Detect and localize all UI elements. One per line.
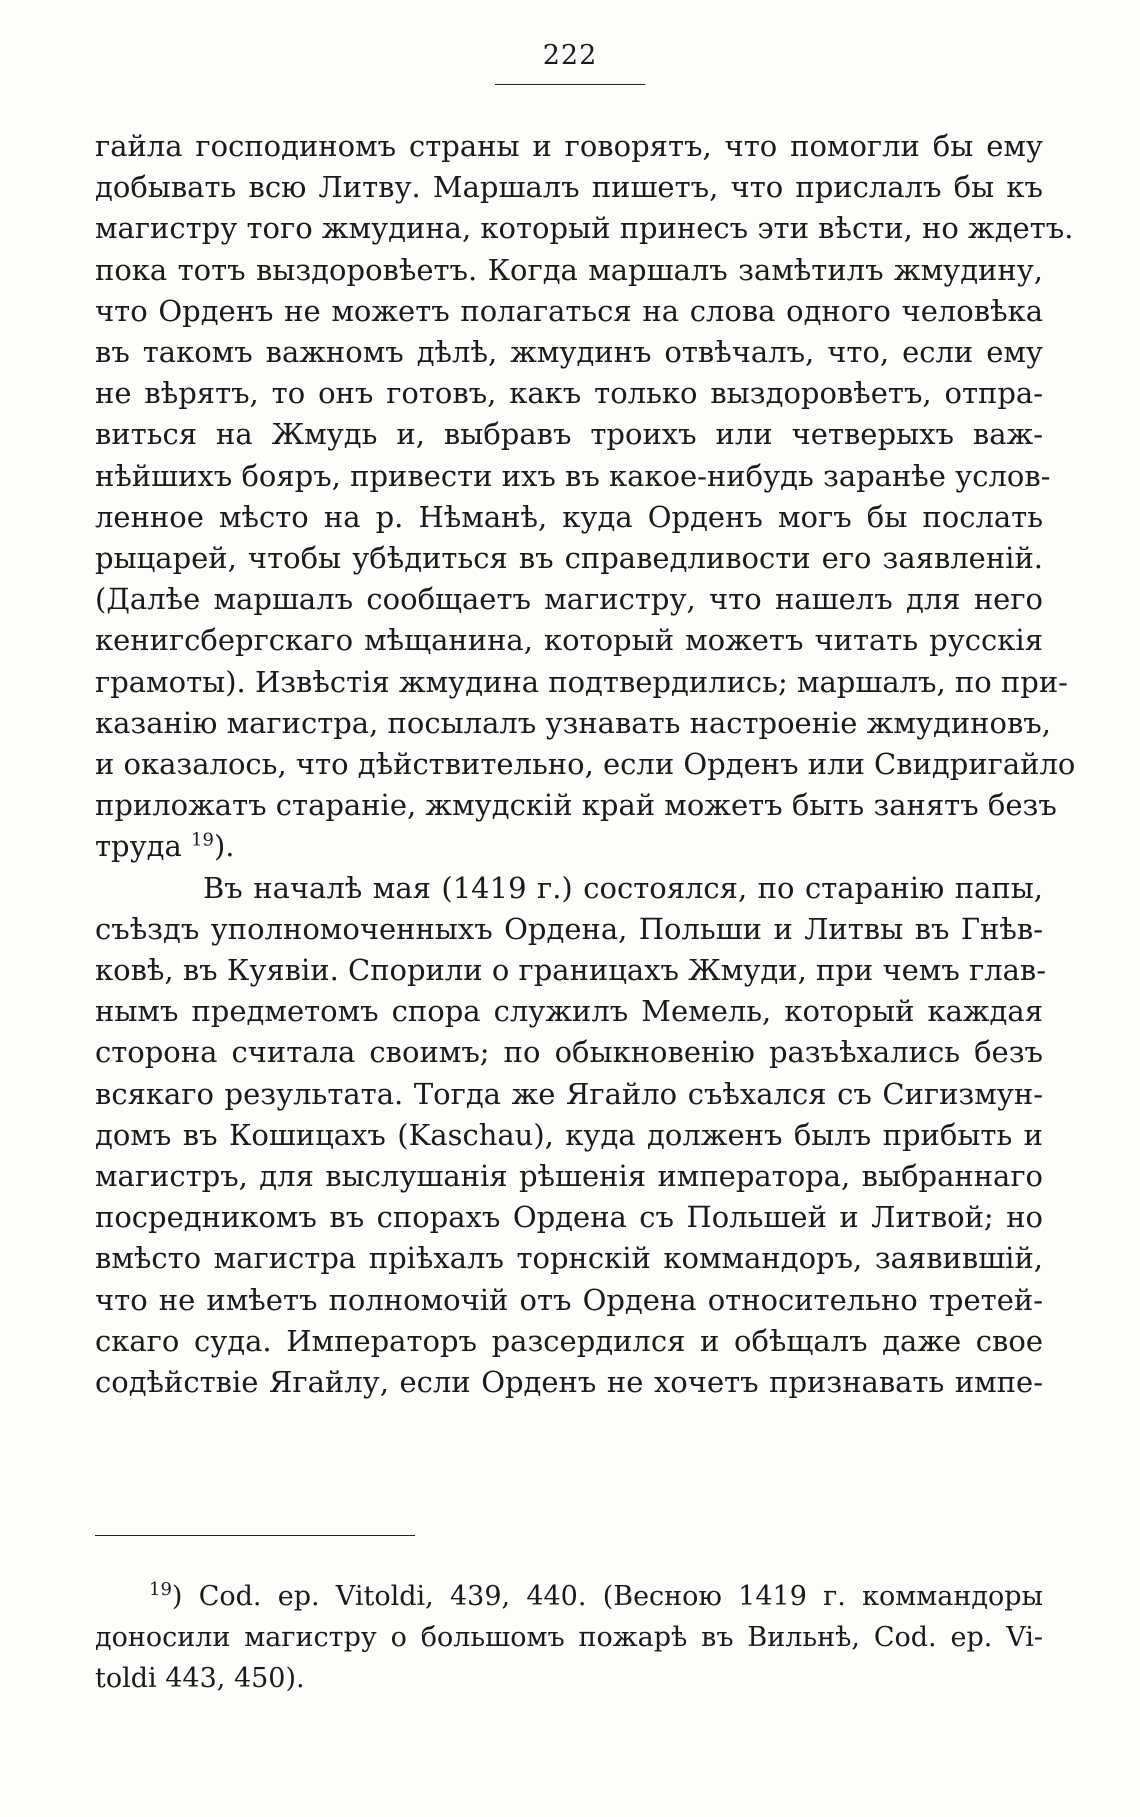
footnote-rule	[95, 1535, 415, 1536]
page-number-rule	[495, 84, 645, 85]
text-line: нымъ предметомъ спора служилъ Мемель, который каждая	[95, 994, 1043, 1029]
text-fragment: ).	[213, 829, 235, 864]
text-line: (Далѣе маршалъ сообщаетъ магистру, что нашелъ для него	[95, 582, 1043, 617]
main-text	[95, 126, 1076, 1403]
footnote-line	[95, 1576, 1043, 1617]
footnote-line: toldi 443, 450).	[95, 1663, 305, 1694]
text-line: не вѣрятъ, то онъ готовъ, какъ только выздоровѣетъ, отпра-	[95, 376, 1043, 411]
text-line: что Орденъ не можетъ полагаться на слова одного человѣка	[95, 293, 1043, 328]
text-line: казанію магистра, посылалъ узнавать настроеніе жмудиновъ,	[95, 705, 1051, 740]
text-line: домъ въ Кошицахъ (Kaschau), куда долженъ былъ прибыть и	[95, 1117, 1043, 1152]
page-number: 222	[542, 40, 598, 71]
text-line: Въ началѣ мая (1419 г.) состоялся, по старанію папы,	[203, 870, 1043, 905]
text-line: магистру того жмудина, который принесъ эти вѣсти, но ждетъ.	[95, 211, 1074, 246]
text-line: сторона считала своимъ; по обыкновенію разъѣхались безъ	[95, 1035, 1043, 1070]
text-line: пока тотъ выздоровѣетъ. Когда маршалъ замѣтилъ жмудину,	[95, 252, 1043, 287]
footnote-marker: 19	[149, 1579, 172, 1600]
text-line: и оказалось, что дѣйствительно, если Орденъ или Свидригайло	[95, 747, 1076, 782]
text-line: виться на Жмудь и, выбравъ троихъ или четверыхъ важ-	[95, 417, 1043, 452]
footnote-reference: 19	[191, 829, 214, 851]
text-line: въ такомъ важномъ дѣлѣ, жмудинъ отвѣчалъ, что, если ему	[95, 335, 1043, 370]
paragraph-1	[95, 126, 1076, 868]
text-line: скаго суда. Императоръ разсердился и обѣщалъ даже свое	[95, 1323, 1043, 1358]
text-fragment: труда	[95, 829, 192, 864]
footnote-text: ) Cod. ep. Vitoldi, 439, 440. (Весною 1419 г. коммандоры	[171, 1581, 1043, 1612]
text-line: съѣздъ уполномоченныхъ Ордена, Польши и Литвы въ Гнѣв-	[95, 911, 1043, 946]
text-line: вмѣсто магистра пріѣхалъ торнскій коммандоръ, заявившій,	[95, 1241, 1043, 1276]
text-line: ленное мѣсто на р. Нѣманѣ, куда Орденъ могъ бы послать	[95, 499, 1043, 534]
paragraph-2	[95, 868, 1047, 1404]
text-line: посредникомъ въ спорахъ Ордена съ Польшей и Литвой; но	[95, 1200, 1043, 1235]
text-line: всякаго результата. Тогда же Ягайло съѣхался съ Сигизмун-	[95, 1076, 1043, 1111]
text-line: добывать всю Литву. Маршалъ пишетъ, что прислалъ бы къ	[95, 170, 1043, 205]
text-line: нѣйшихъ бояръ, привести ихъ въ какое-нибудь заранѣе услов-	[95, 458, 1051, 493]
text-line: кенигсбергскаго мѣщанина, который можетъ читать русскія	[95, 623, 1043, 658]
text-line: рыцарей, чтобы убѣдиться въ справедливости его заявленій.	[95, 541, 1043, 576]
footnote	[95, 1576, 1043, 1699]
text-line: ковѣ, въ Куявіи. Спорили о границахъ Жмуди, при чемъ глав-	[95, 953, 1047, 988]
text-line: грамоты). Извѣстія жмудина подтвердились; маршалъ, по при-	[95, 664, 1068, 699]
text-line: содѣйствіе Ягайлу, если Орденъ не хочетъ признавать импе-	[95, 1365, 1043, 1400]
text-line	[95, 826, 1043, 867]
text-line: гайла господиномъ страны и говорятъ, что помогли бы ему	[95, 129, 1043, 163]
text-line: приложатъ стараніе, жмудскій край можетъ быть занятъ безъ	[95, 788, 1057, 823]
footnote-line: доносили магистру о большомъ пожарѣ въ Вильнѣ, Cod. ep. Vi-	[95, 1622, 1043, 1653]
text-line: что не имѣетъ полномочій отъ Ордена относительно третей-	[95, 1282, 1043, 1317]
text-line: магистръ, для выслушанія рѣшенія императора, выбраннаго	[95, 1159, 1043, 1194]
